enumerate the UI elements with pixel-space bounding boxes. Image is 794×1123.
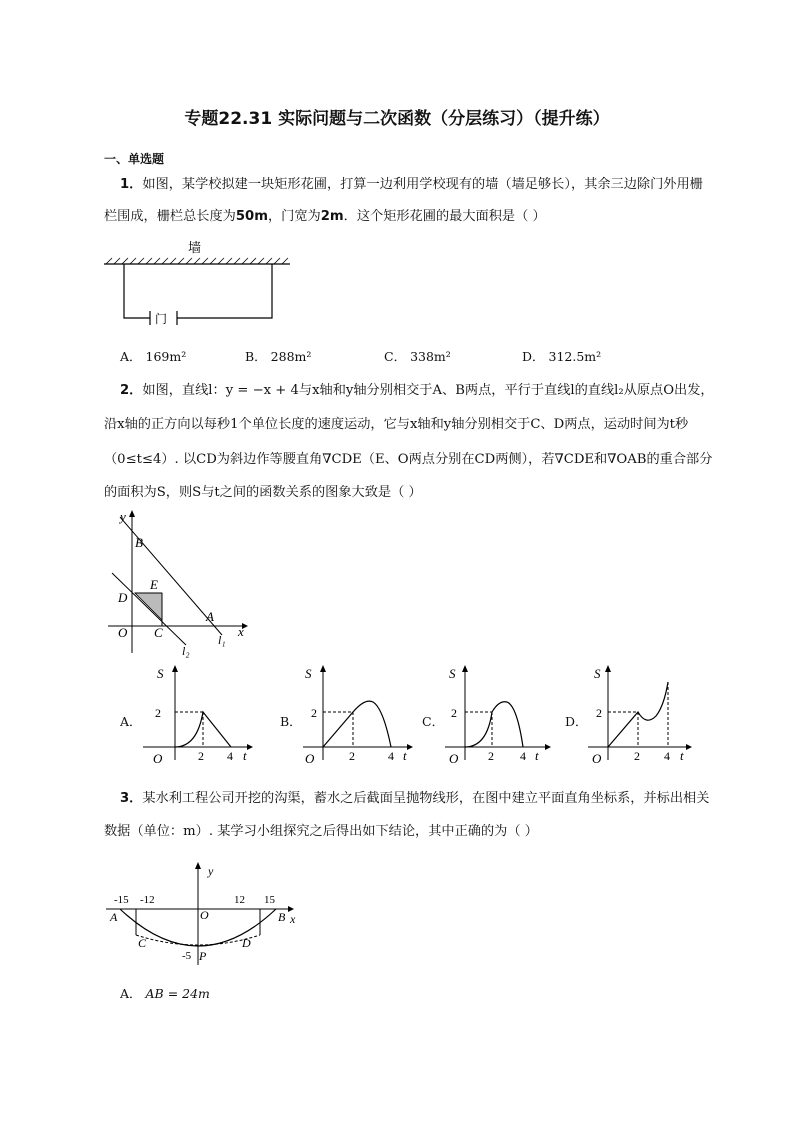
q1-text-2: 栏围成，栅栏总长度为 — [104, 209, 236, 224]
svg-text:2: 2 — [198, 749, 204, 763]
svg-text:4: 4 — [388, 749, 394, 763]
q2-option-c-graph[interactable] — [437, 660, 562, 770]
svg-text:y: y — [208, 864, 214, 878]
q2-line1 — [120, 381, 714, 401]
svg-text:2: 2 — [634, 749, 640, 763]
svg-text:-5: -5 — [182, 950, 192, 962]
svg-text:2: 2 — [155, 706, 161, 720]
q1-option-b[interactable]: B． 288m² — [245, 349, 312, 364]
q2-option-d-graph[interactable] — [580, 660, 705, 770]
label-y: y — [120, 509, 126, 524]
svg-text:4: 4 — [664, 749, 670, 763]
label-a: A — [206, 609, 214, 624]
q1-text-4: ．这个矩形花圃的最大面积是（ ） — [343, 209, 546, 224]
page-title: 专题22.31 实际问题与二次函数（分层练习）（提升练） — [184, 109, 610, 129]
y-arrow — [195, 862, 201, 869]
svg-text:t: t — [535, 748, 539, 763]
svg-text:4: 4 — [227, 749, 233, 763]
svg-text:O: O — [449, 751, 459, 766]
q3-figure — [100, 855, 315, 970]
svg-text:S: S — [594, 666, 601, 681]
svg-text:-15: -15 — [114, 894, 129, 906]
label-x: x — [238, 624, 244, 639]
label-b: B — [135, 535, 143, 550]
q1-length: 50m — [235, 209, 268, 224]
q1-figure — [100, 238, 300, 330]
q3-option-a[interactable]: A． AB = 24m — [120, 986, 210, 1001]
svg-text:O: O — [153, 751, 163, 766]
svg-text:15: 15 — [264, 894, 275, 906]
q1-door-width: 2m — [320, 209, 344, 224]
q2-option-b-graph[interactable] — [295, 660, 420, 770]
svg-text:2: 2 — [349, 749, 355, 763]
label-o: O — [118, 625, 128, 640]
q1-option-a[interactable]: A． 169m² — [120, 349, 187, 364]
q2-line2: 沿x轴的正方向以每秒1个单位长度的速度运动，它与x轴和y轴分别相交于C、D两点，运动时间为t秒 — [104, 417, 689, 432]
svg-text:P: P — [199, 949, 207, 963]
svg-text:12: 12 — [234, 894, 245, 906]
svg-text:2: 2 — [451, 706, 457, 720]
q2-option-a-graph[interactable] — [135, 660, 260, 770]
q2-text-1: 如图，直线l：y = −x + 4与x轴和y轴分别相交于A、B两点，平行于直线l的直线l₂从原点O出发， — [142, 383, 714, 398]
fence — [124, 264, 272, 318]
q1-number: 1． — [120, 177, 143, 192]
q1-text-3: ，门宽为 — [267, 209, 321, 224]
svg-text:D: D — [242, 936, 251, 950]
q2-number: 2． — [120, 383, 143, 398]
q3-line2: 数据（单位：m）. 某学习小组探究之后得出如下结论，其中正确的为（ ） — [104, 824, 538, 839]
svg-text:t: t — [680, 748, 684, 763]
label-l2: l₂ — [182, 644, 190, 658]
label-e: E — [150, 577, 158, 592]
label-l1: l₁ — [218, 633, 226, 647]
svg-text:t: t — [243, 748, 247, 763]
svg-text:-12: -12 — [140, 894, 155, 906]
q1-option-d[interactable]: D． 312.5m² — [522, 349, 602, 364]
svg-text:O: O — [592, 751, 602, 766]
svg-text:S: S — [449, 666, 456, 681]
svg-text:O: O — [305, 751, 315, 766]
q3-text-1: 某水利工程公司开挖的沟渠，蓄水之后截面呈抛物线形，在图中建立平面直角坐标系，并标出相关 — [142, 791, 710, 806]
q2-figure — [100, 505, 260, 660]
label-d: D — [118, 590, 128, 605]
q1-option-c[interactable]: C． 338m² — [384, 349, 451, 364]
svg-text:O: O — [200, 908, 209, 922]
svg-text:t: t — [403, 748, 407, 763]
door-label: 门 — [155, 312, 168, 326]
svg-text:2: 2 — [311, 706, 317, 720]
q3-line1 — [120, 789, 709, 809]
q1-text-1: 如图，某学校拟建一块矩形花圃，打算一边利用学校现有的墙（墙足够长），其余三边除门外用栅 — [142, 177, 703, 192]
svg-text:B: B — [278, 910, 286, 924]
svg-text:S: S — [157, 666, 164, 681]
q2-option-d-label[interactable]: D． — [565, 714, 588, 729]
svg-text:x: x — [290, 912, 296, 926]
wall-label: 墙 — [188, 240, 202, 255]
svg-text:C: C — [138, 936, 147, 950]
q1-line2 — [104, 207, 546, 227]
q2-option-c-label[interactable]: C． — [422, 714, 445, 729]
svg-text:2: 2 — [488, 749, 494, 763]
label-c: C — [154, 625, 163, 640]
shaded-overlap — [135, 593, 162, 620]
q3-number: 3． — [120, 791, 143, 806]
q2-option-b-label[interactable]: B． — [280, 714, 302, 729]
svg-text:2: 2 — [596, 706, 602, 720]
q2-line3: （0≤t≤4）. 以CD为斜边作等腰直角∇CDE（E、O两点分别在CD两侧），若∇CDE和∇OAB的重合部分 — [104, 452, 713, 467]
svg-text:4: 4 — [520, 749, 526, 763]
wall-hatching — [106, 258, 288, 264]
svg-text:A: A — [110, 910, 118, 924]
q2-option-a-label[interactable]: A． — [120, 714, 142, 729]
y-arrow — [129, 510, 135, 517]
svg-text:S: S — [305, 666, 312, 681]
section-heading: 一、单选题 — [104, 152, 165, 166]
q1-line1 — [120, 175, 703, 195]
q2-line4: 的面积为S，则S与t之间的函数关系的图象大致是（ ） — [104, 485, 422, 500]
